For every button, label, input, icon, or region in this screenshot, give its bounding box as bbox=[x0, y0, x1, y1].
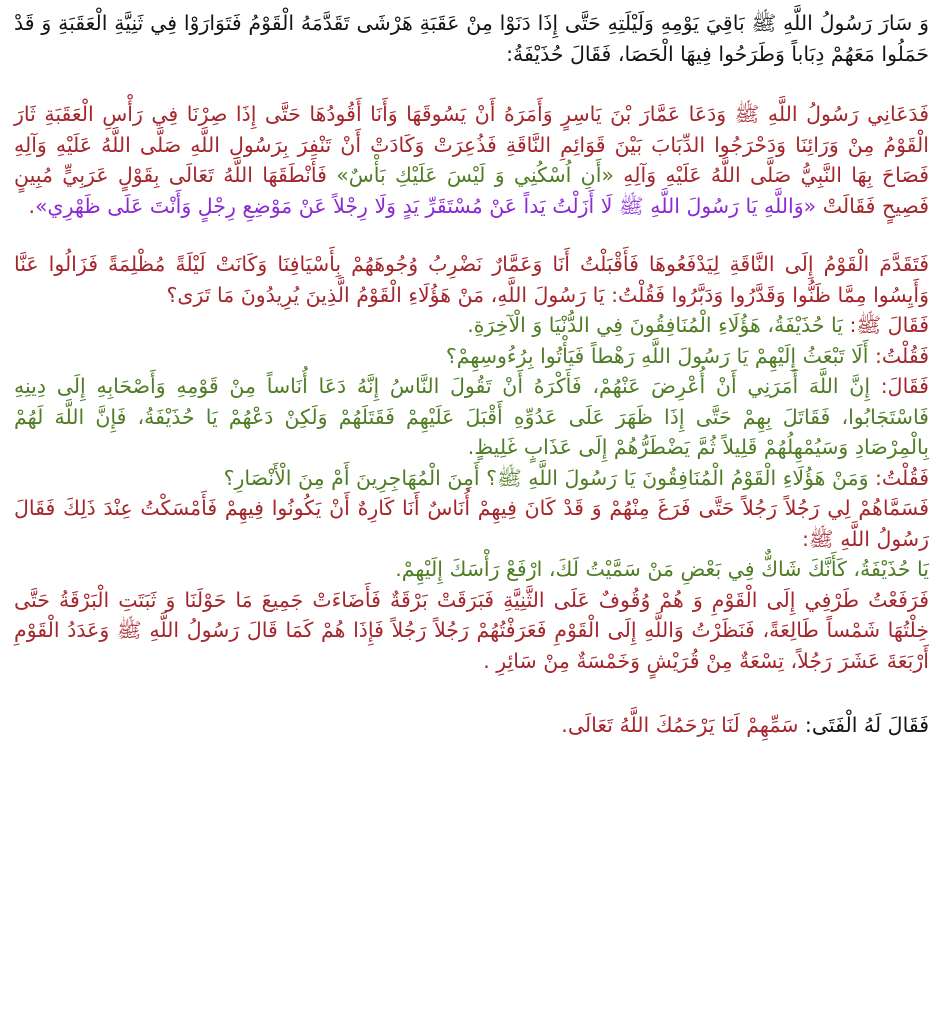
prophet-words-text: يَا حُذَيْفَةُ، كَأَنَّكَ شَاكٌّ فِي بَعْضِ مَنْ سَمَّيْتُ لَكَ، ارْفَعْ رَأْسَكَ إِلَيْهِمْ. bbox=[395, 557, 929, 581]
paragraph-prophet-words bbox=[14, 554, 929, 585]
camel-end-period: . bbox=[28, 193, 36, 218]
prophet-command-quote: «أَنِ اُسْكُنِي وَ لَيْسَ عَلَيْكِ بَأْسٌ» bbox=[336, 163, 614, 187]
paragraph-question-3 bbox=[14, 463, 929, 494]
question-3-text: وَمَنْ هَؤُلَاءِ الْقَوْمُ الْمُنَافِقُونَ يَا رَسُولَ اللَّهِ ﷺ؟ أَمِنَ الْمُهَاجِرِينَ أَمْ مِنَ الْأَنْصَارِ؟ bbox=[223, 465, 869, 490]
paragraph-camel bbox=[14, 99, 929, 221]
attack-narration: فَتَقَدَّمَ الْقَوْمُ إِلَى النَّاقَةِ لِيَدْفَعُوهَا فَأَقْبَلْتُ أَنَا وَعَمَّارٌ نَضْرِبُ وُجُوهَهُمْ بِأَسْيَافِنَا وَكَانَتْ لَيْلَةً مُظْلِمَةً فَزَالُوا عَنَّا وَأَيِسُوا مِمَّا ظَنُّوا وَقَدَّرُوا وَدَبَّرُوا فَقُلْتُ: يَا رَسُولَ اللَّهِ، مَنْ هَؤُلَاءِ الْقَوْمُ الَّذِينَ يُرِيدُونَ مَا تَرَى؟ bbox=[14, 252, 929, 307]
paragraph-reply-2 bbox=[14, 371, 929, 463]
youth-request: سَمِّهِمْ لَنَا يَرْحَمُكَ اللَّهُ تَعَالَى. bbox=[561, 713, 799, 737]
naming-text: فَسَمَّاهُمْ لِي رَجُلاً رَجُلاً حَتَّى فَرَغَ مِنْهُمْ وَ قَدْ كَانَ فِيهِمْ أُنَاسٌ أَنَا كَارِهٌ أَنْ يَكُونُوا فِيهِمْ فَأَمْسَكْتُ عِنْدَ ذَلِكَ فَقَالَ رَسُولُ اللَّهِ ﷺ: bbox=[14, 496, 929, 551]
reply-2-intro: فَقَالَ: bbox=[880, 374, 929, 398]
camel-narration-2: فَأَنْطَقَهَا اللَّهُ تَعَالَى بِقَوْلٍ عَرَبِيٍّ مُبِينٍ فَصِيحٍ فَقَالَتْ bbox=[14, 163, 929, 218]
lightning-text: فَرَفَعْتُ طَرْفِي إِلَى الْقَوْمِ وَ هُمْ وُقُوفٌ عَلَى الثَّنِيَّةِ فَبَرَقَتْ بَرْقَةٌ فَأَضَاءَتْ جَمِيعَ مَا حَوْلَنَا وَ ثَبَتَتِ الْبَرْقَةُ حَتَّى خِلْتُهَا شَمْساً طَالِعَةً، فَنَظَرْتُ وَاللَّهِ إِلَى الْقَوْمِ فَعَرَفْتُهُمْ رَجُلاً رَجُلاً فَإِذَا هُمْ كَمَا قَالَ رَسُولُ اللَّهِ ﷺ وَعَدَدُ الْقَوْمِ أَرْبَعَةَ عَشَرَ رَجُلاً، تِسْعَةٌ مِنْ قُرَيْشٍ وَخَمْسَةٌ مِنْ سَائِرِ . bbox=[14, 587, 929, 673]
camel-speech-quote: «وَاللَّهِ يَا رَسُولَ اللَّهِ ﷺ لَا أَزَلْتُ يَداً عَنْ مُسْتَقَرِّ يَدٍ وَلَا رِجْلاً عَنْ مَوْضِعِ رِجْلٍ وَأَنْتَ عَلَى ظَهْرِي» bbox=[35, 193, 817, 218]
paragraph-youth bbox=[14, 710, 929, 741]
paragraph-spacer bbox=[14, 221, 929, 249]
paragraph-question-2 bbox=[14, 341, 929, 372]
paragraph-naming bbox=[14, 493, 929, 554]
paragraph-lightning bbox=[14, 585, 929, 677]
question-2-text: أَلَا تَبْعَثُ إِلَيْهِمْ يَا رَسُولَ اللَّهِ رَهْطاً فَيَأْتُوا بِرُءُوسِهِمْ؟ bbox=[445, 343, 869, 368]
paragraph-spacer bbox=[14, 676, 929, 710]
question-3-intro: فَقُلْتُ: bbox=[875, 465, 929, 490]
paragraph-reply-1 bbox=[14, 310, 929, 341]
camel-narration: فَدَعَانِي رَسُولُ اللَّهِ ﷺ وَدَعَا عَمَّارَ بْنَ يَاسِرٍ وَأَمَرَهُ أَنْ يَسُوقَهَا وَأَنَا أَقُودُهَا حَتَّى إِذَا صِرْنَا فِي رَأْسِ الْعَقَبَةِ ثَارَ الْقَوْمُ مِنْ وَرَائِنَا وَدَحْرَجُوا الدِّبَابَ بَيْنَ قَوَائِمِ النَّاقَةِ فَذُعِرَتْ وَكَادَتْ أَنْ تَنْفِرَ بِرَسُولِ اللَّهِ صَلَّى اللَّهُ عَلَيْهِ وَآلِهِ فَصَاحَ بِهَا النَّبِيُّ صَلَّى اللَّهُ عَلَيْهِ وَآلِهِ bbox=[14, 102, 929, 187]
paragraph-journey-text: وَ سَارَ رَسُولُ اللَّهِ ﷺ بَاقِيَ يَوْمِهِ وَلَيْلَتِهِ حَتَّى إِذَا دَنَوْا مِنْ عَقَبَةِ هَرْشَى تَقَدَّمَهُ الْقَوْمُ فَتَوَارَوْا فِي ثَنِيَّةِ الْعَقَبَةِ وَ قَدْ حَمَلُوا مَعَهُمْ دِبَاباً وَطَرَحُوا فِيهَا الْحَصَا، فَقَالَ حُذَيْفَةُ: bbox=[14, 11, 929, 66]
youth-intro: فَقَالَ لَهُ الْفَتَى: bbox=[804, 713, 929, 737]
reply-1-intro: فَقَالَ ﷺ: bbox=[849, 313, 929, 337]
paragraph-journey bbox=[14, 8, 929, 69]
reply-1-text: يَا حُذَيْفَةُ، هَؤُلَاءِ الْمُنَافِقُونَ فِي الدُّنْيَا وَ الْآخِرَةِ. bbox=[467, 313, 843, 337]
reply-2-text: إِنَّ اللَّهَ أَمَرَنِي أَنْ أُعْرِضَ عَنْهُمْ، فَأَكْرَهُ أَنْ تَقُولَ النَّاسُ إِنَّهُ دَعَا أُنَاساً مِنْ قَوْمِهِ وَأَصْحَابِهِ إِلَى دِينِهِ فَاسْتَجَابُوا، فَقَاتَلَ بِهِمْ حَتَّى إِذَا ظَهَرَ عَلَى عَدُوِّهِ أَقْبَلَ عَلَيْهِمْ فَقَتَلَهُمْ وَلَكِنْ دَعْهُمْ يَا حُذَيْفَةُ، فَإِنَّ اللَّهَ لَهُمْ بِالْمِرْصَادِ وَسَيُمْهِلُهُمْ قَلِيلاً ثُمَّ يَضْطَرُّهُمْ إِلَى عَذَابٍ غَلِيظٍ. bbox=[14, 374, 929, 459]
paragraph-attack bbox=[14, 249, 929, 310]
question-2-intro: فَقُلْتُ: bbox=[875, 343, 929, 368]
paragraph-spacer bbox=[14, 69, 929, 99]
